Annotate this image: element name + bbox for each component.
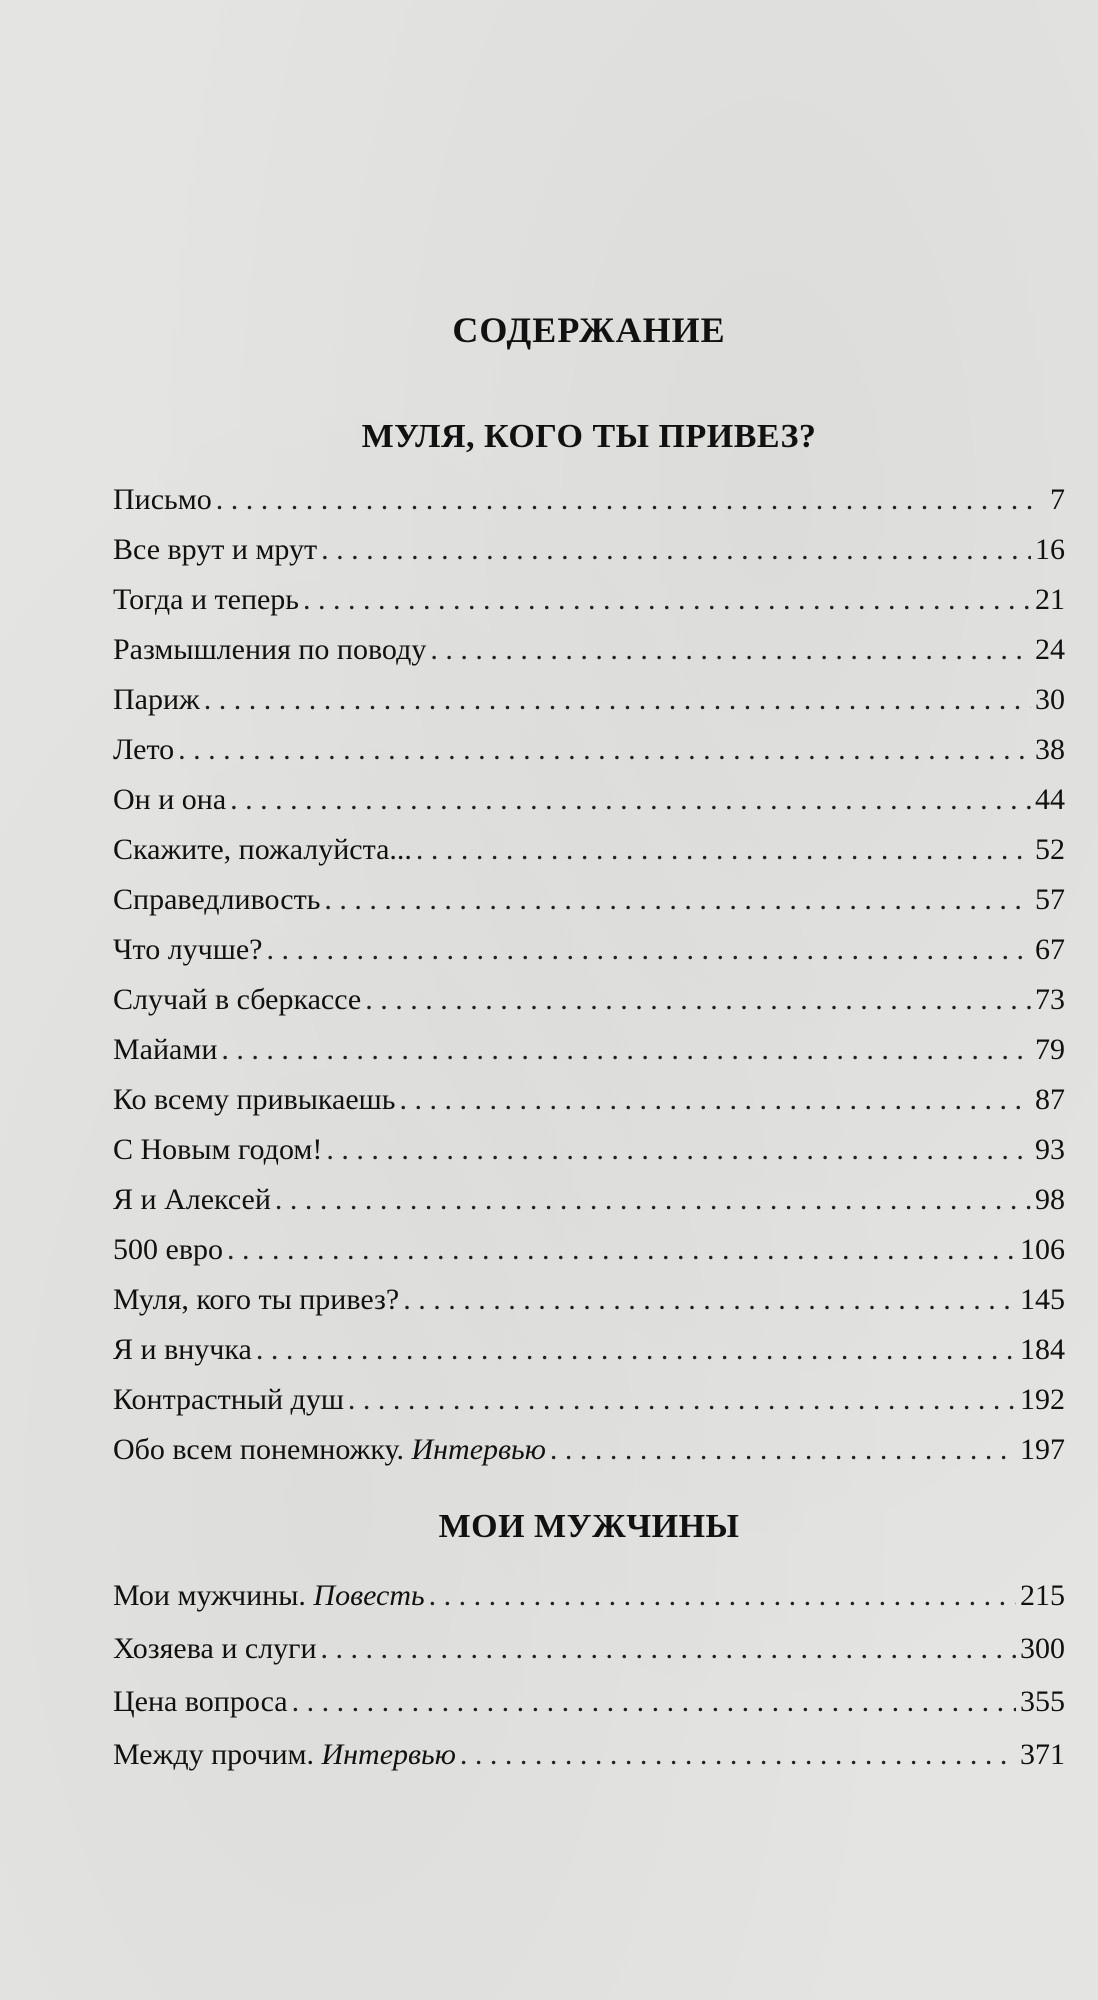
- toc-entry: [113, 1569, 1065, 1622]
- entry-page-number: 57: [1035, 883, 1065, 916]
- dot-leader: [227, 1225, 1016, 1275]
- entry-page-number: 197: [1020, 1433, 1065, 1466]
- dot-leader: [326, 1125, 1031, 1175]
- dot-leader: [365, 975, 1031, 1025]
- entry-title: Случай в сберкассе: [113, 983, 362, 1016]
- dot-leader: [292, 1675, 1016, 1728]
- entry-title: Что лучше?: [113, 933, 263, 966]
- dot-leader: [429, 1569, 1016, 1622]
- toc-entry: [113, 1325, 1065, 1375]
- dot-leader: [230, 775, 1031, 825]
- entry-page-number: 106: [1020, 1233, 1065, 1266]
- toc-entry: [113, 725, 1065, 775]
- entry-page-number: 98: [1035, 1183, 1065, 1216]
- entry-page-number: 192: [1020, 1383, 1065, 1416]
- toc-entry: [113, 625, 1065, 675]
- entry-subtitle: Интервью: [411, 1433, 546, 1466]
- entry-page-number: 355: [1020, 1685, 1065, 1718]
- entry-title: Справедливость: [113, 883, 321, 916]
- toc-entry: [113, 475, 1065, 525]
- dot-leader: [550, 1425, 1016, 1475]
- entry-page-number: 16: [1035, 533, 1065, 566]
- dot-leader: [321, 1622, 1016, 1675]
- dot-leader: [275, 1175, 1031, 1225]
- toc-section-list: [113, 475, 1065, 1475]
- entry-page-number: 21: [1035, 583, 1065, 616]
- entry-title: Муля, кого ты привез?: [113, 1283, 400, 1316]
- toc-entry: [113, 1225, 1065, 1275]
- entry-title: Хозяева и слуги: [113, 1632, 317, 1665]
- entry-page-number: 93: [1035, 1133, 1065, 1166]
- toc-entry: [113, 875, 1065, 925]
- entry-title: Он и она: [113, 783, 227, 816]
- entry-title: С Новым годом!: [113, 1133, 323, 1166]
- entry-page-number: 30: [1035, 683, 1065, 716]
- toc-entry: [113, 1025, 1065, 1075]
- entry-page-number: 7: [1050, 483, 1065, 516]
- entry-title: Между прочим. Интервью: [113, 1738, 456, 1771]
- entry-subtitle: Интервью: [321, 1738, 456, 1771]
- entry-page-number: 87: [1035, 1083, 1065, 1116]
- toc-entry: [113, 1622, 1065, 1675]
- toc-entry: [113, 1075, 1065, 1125]
- entry-page-number: 67: [1035, 933, 1065, 966]
- dot-leader: [178, 725, 1031, 775]
- entry-page-number: 24: [1035, 633, 1065, 666]
- toc-entry: [113, 575, 1065, 625]
- dot-leader: [256, 1325, 1016, 1375]
- entry-title: Цена вопроса: [113, 1685, 288, 1718]
- toc-entry: [113, 1175, 1065, 1225]
- entry-title: Контрастный душ: [113, 1383, 344, 1416]
- toc-entry: [113, 925, 1065, 975]
- dot-leader: [303, 575, 1031, 625]
- toc-entry: [113, 1375, 1065, 1425]
- entry-title: Скажите, пожалуйста...: [113, 833, 412, 866]
- entry-page-number: 79: [1035, 1033, 1065, 1066]
- dot-leader: [216, 475, 1041, 525]
- toc-entry: [113, 825, 1065, 875]
- entry-title: Лето: [113, 733, 175, 766]
- entry-title: Все врут и мрут: [113, 533, 318, 566]
- entry-page-number: 44: [1035, 783, 1065, 816]
- toc-title: СОДЕРЖАНИЕ: [452, 310, 726, 350]
- entry-title: Париж: [113, 683, 200, 716]
- dot-leader: [430, 625, 1031, 675]
- entry-title: Размышления по поводу: [113, 633, 427, 666]
- toc-entry: [113, 1728, 1065, 1781]
- entry-title: Обо всем понемножку. Интервью: [113, 1433, 546, 1466]
- dot-leader: [321, 525, 1031, 575]
- toc-entry: [113, 775, 1065, 825]
- entry-page-number: 184: [1020, 1333, 1065, 1366]
- entry-title: Мои мужчины. Повесть: [113, 1579, 425, 1612]
- dot-leader: [267, 925, 1031, 975]
- toc-entry: [113, 1125, 1065, 1175]
- toc-entry: [113, 675, 1065, 725]
- toc-entry: [113, 1425, 1065, 1475]
- entry-title: 500 евро: [113, 1233, 223, 1266]
- dot-leader: [348, 1375, 1016, 1425]
- entry-title: Майами: [113, 1033, 218, 1066]
- dot-leader: [403, 1275, 1016, 1325]
- entry-page-number: 52: [1035, 833, 1065, 866]
- toc-section-list: [113, 1569, 1065, 1781]
- entry-title: Я и внучка: [113, 1333, 252, 1366]
- dot-leader: [399, 1075, 1031, 1125]
- section-title: МУЛЯ, КОГО ТЫ ПРИВЕЗ?: [361, 418, 817, 455]
- dot-leader: [221, 1025, 1031, 1075]
- entry-page-number: 73: [1035, 983, 1065, 1016]
- toc-entry: [113, 1275, 1065, 1325]
- entry-subtitle: Повесть: [313, 1579, 425, 1612]
- toc-entry: [113, 1675, 1065, 1728]
- toc-entry: [113, 975, 1065, 1025]
- entry-title: Письмо: [113, 483, 212, 516]
- dot-leader: [204, 675, 1031, 725]
- dot-leader: [324, 875, 1031, 925]
- entry-page-number: 371: [1020, 1738, 1065, 1771]
- dot-leader: [460, 1728, 1016, 1781]
- entry-title: Ко всему привыкаешь: [113, 1083, 396, 1116]
- entry-page-number: 145: [1020, 1283, 1065, 1316]
- dot-leader: [416, 825, 1031, 875]
- entry-title: Тогда и теперь: [113, 583, 299, 616]
- toc-entry: [113, 525, 1065, 575]
- entry-page-number: 38: [1035, 733, 1065, 766]
- entry-title: Я и Алексей: [113, 1183, 271, 1216]
- entry-page-number: 215: [1020, 1579, 1065, 1612]
- entry-page-number: 300: [1020, 1632, 1065, 1665]
- table-of-contents: [113, 300, 1065, 1781]
- section-title: МОИ МУЖЧИНЫ: [438, 1508, 740, 1545]
